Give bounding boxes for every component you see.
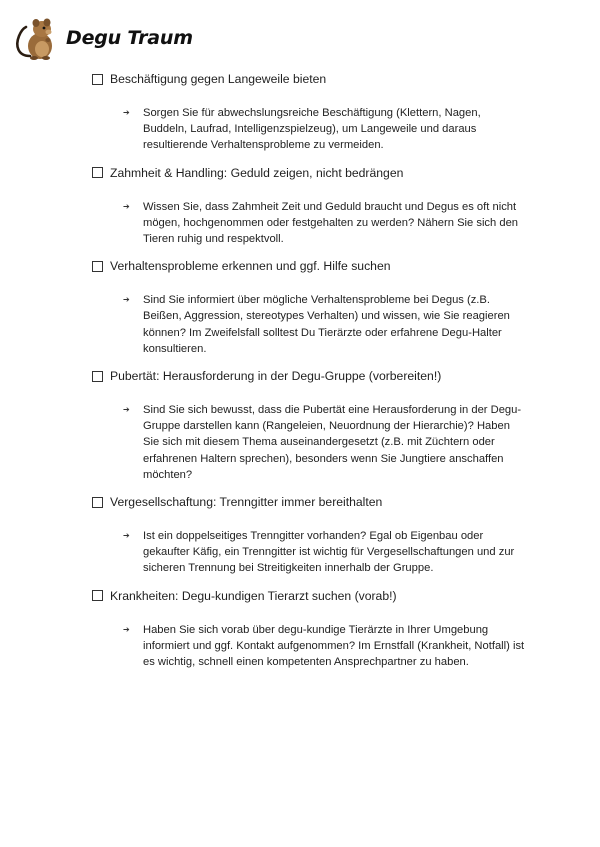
item-description: Sind Sie informiert über mögliche Verhaltensprobleme bei Degus (z.B. Beißen, Aggression, stereotypes Verhalten) und wissen, wie Sie reagieren können? Im Zweifelsfall solltest Du Tierärzte oder erfahrene Degu-Halter konsultieren. [143, 294, 510, 355]
brand-name: Degu Traum [66, 27, 193, 49]
item-description: Haben Sie sich vorab über degu-kundige Tierärzte in Ihrer Umgebung informiert und ggf. Kontakt aufgenommen? Im Ernstfall (Krankheit, Notfall) ist es wichtig, schnell einen kompetenten Ansprechpartner zu haben. [143, 623, 525, 669]
arrow-icon: ➔ [123, 295, 130, 305]
checkbox[interactable] [92, 261, 103, 272]
arrow-icon: ➔ [123, 108, 130, 117]
item-description: Sind Sie sich bewusst, dass die Pubertät eine Herausforderung in der Degu-Gruppe darstellen kann (Rangeleien, Neuordnung der Hierarchie)? Haben Sie sich mit diesem Thema auseinandergesetzt (z.B. mit Züchtern oder erfahrenen Haltern sprechen), besonders wenn Sie Jungtiere anschaffen möchten? [143, 404, 522, 481]
arrow-icon: ➔ [123, 201, 130, 211]
item-title: Verhaltensprobleme erkennen und ggf. Hilfe suchen [110, 259, 391, 274]
checkbox[interactable] [92, 371, 103, 382]
degu-icon [12, 12, 64, 64]
arrow-icon: ➔ [123, 405, 130, 415]
arrow-icon: ➔ [123, 624, 130, 634]
item-title: Beschäftigung gegen Langeweile bieten [110, 72, 327, 86]
checklist-item [92, 587, 532, 671]
checklist-item [92, 493, 532, 577]
checklist-item [92, 164, 532, 248]
checklist-item [92, 70, 532, 154]
item-title: Zahmheit & Handling: Geduld zeigen, nicht bedrängen [110, 165, 404, 180]
item-title: Krankheiten: Degu-kundigen Tierarzt suchen (vorab!) [110, 588, 397, 603]
checklist [92, 70, 532, 680]
checkbox[interactable] [92, 167, 103, 178]
checkbox[interactable] [92, 74, 103, 85]
checklist-item [92, 257, 532, 357]
item-description: Sorgen Sie für abwechslungsreiche Beschäftigung (Klettern, Nagen, Buddeln, Laufrad, Intelligenzspielzeug), um Langeweile und daraus resultierende Verhaltensprobleme zu vermeiden. [143, 107, 481, 152]
item-description: Ist ein doppelseitiges Trenngitter vorhanden? Egal ob Eigenbau oder gekaufter Käfig, ein Trenngitter ist wichtig für Vergesellschaftungen und zur sicheren Trennung bei Streitigkeiten innerhalb der Gruppe. [143, 530, 515, 575]
logo [12, 12, 193, 64]
item-title: Pubertät: Herausforderung in der Degu-Gruppe (vorbereiten!) [110, 369, 442, 384]
checkbox[interactable] [92, 590, 103, 601]
checkbox[interactable] [92, 497, 103, 508]
checklist-item [92, 367, 532, 483]
arrow-icon: ➔ [123, 531, 130, 541]
item-description: Wissen Sie, dass Zahmheit Zeit und Geduld braucht und Degus es oft nicht mögen, hochgenommen oder festgehalten zu werden? Nähern Sie sich den Tieren ruhig und respektvoll. [143, 200, 519, 246]
item-title: Vergesellschaftung: Trenngitter immer bereithalten [110, 495, 383, 510]
